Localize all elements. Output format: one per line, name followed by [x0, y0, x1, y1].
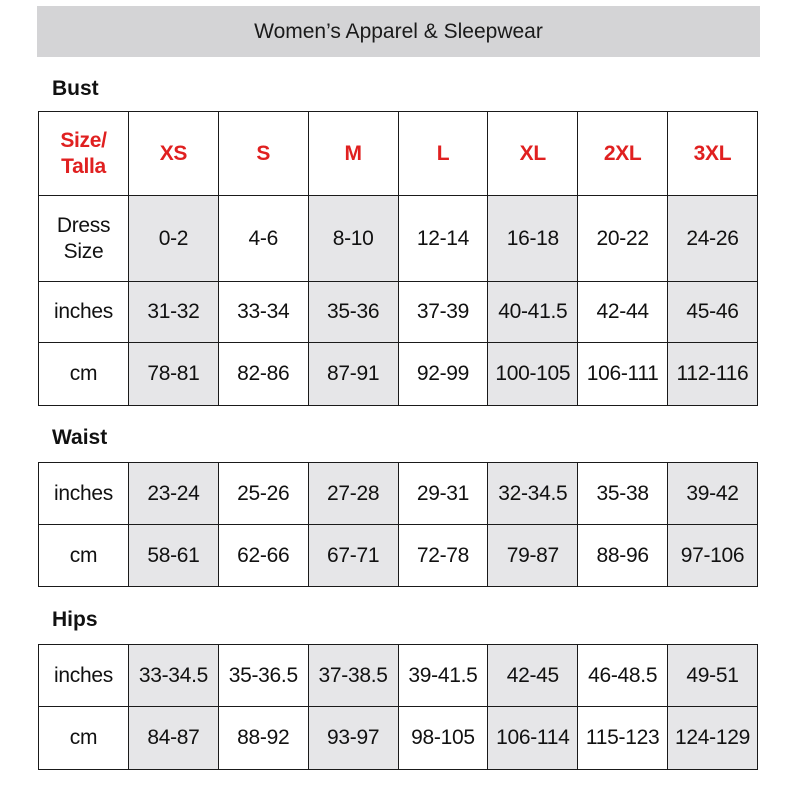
table-cell: 106-111	[578, 343, 668, 406]
table-cell: 27-28	[308, 463, 398, 525]
table-cell: 106-114	[488, 707, 578, 770]
table-cell: 35-36	[308, 282, 398, 343]
table-cell: 62-66	[218, 525, 308, 587]
size-label-line: Talla	[61, 154, 106, 178]
size-label-line: Size/	[60, 128, 107, 152]
cm-row	[39, 343, 758, 406]
table-cell: 92-99	[398, 343, 488, 406]
bust-section-title: Bust	[52, 77, 99, 100]
table-cell: 67-71	[308, 525, 398, 587]
dress-size-row	[39, 196, 758, 282]
table-cell: 8-10	[308, 196, 398, 282]
table-cell: 124-129	[668, 707, 758, 770]
table-cell: 98-105	[398, 707, 488, 770]
inches-row	[39, 282, 758, 343]
hips-table	[38, 644, 758, 770]
dress-label-line: Size	[63, 239, 104, 263]
bust-table	[38, 111, 758, 406]
size-cell: XS	[129, 112, 219, 196]
table-cell: 45-46	[668, 282, 758, 343]
table-cell: 35-36.5	[218, 645, 308, 707]
table-cell: 100-105	[488, 343, 578, 406]
size-cell: S	[218, 112, 308, 196]
waist-section-title: Waist	[52, 426, 108, 449]
table-cell: 37-39	[398, 282, 488, 343]
table-cell: 49-51	[668, 645, 758, 707]
table-cell: 46-48.5	[578, 645, 668, 707]
table-cell: 20-22	[578, 196, 668, 282]
table-cell: 39-41.5	[398, 645, 488, 707]
table-cell: 12-14	[398, 196, 488, 282]
table-cell: 4-6	[218, 196, 308, 282]
table-cell: 93-97	[308, 707, 398, 770]
table-cell: 115-123	[578, 707, 668, 770]
table-cell: 33-34	[218, 282, 308, 343]
table-cell: 32-34.5	[488, 463, 578, 525]
inches-row	[39, 645, 758, 707]
row-label: inches	[39, 645, 129, 707]
size-cell: XL	[488, 112, 578, 196]
table-cell: 40-41.5	[488, 282, 578, 343]
table-cell: 29-31	[398, 463, 488, 525]
dress-label-line: Dress	[56, 213, 111, 237]
row-label: cm	[39, 707, 129, 770]
row-label: inches	[39, 463, 129, 525]
size-cell: 2XL	[578, 112, 668, 196]
inches-row	[39, 463, 758, 525]
row-label: cm	[39, 343, 129, 406]
table-cell: 88-96	[578, 525, 668, 587]
table-cell: 25-26	[218, 463, 308, 525]
table-cell: 0-2	[129, 196, 219, 282]
page-header	[37, 6, 760, 57]
table-cell: 33-34.5	[129, 645, 219, 707]
table-cell: 35-38	[578, 463, 668, 525]
cm-row	[39, 525, 758, 587]
size-header-row	[39, 112, 758, 196]
size-label-cell	[39, 112, 129, 196]
row-label: cm	[39, 525, 129, 587]
table-cell: 88-92	[218, 707, 308, 770]
cm-row	[39, 707, 758, 770]
size-cell: L	[398, 112, 488, 196]
size-cell: M	[308, 112, 398, 196]
table-cell: 97-106	[668, 525, 758, 587]
table-cell: 72-78	[398, 525, 488, 587]
table-cell: 39-42	[668, 463, 758, 525]
table-cell: 78-81	[129, 343, 219, 406]
row-label	[39, 196, 129, 282]
page-title: Women’s Apparel & Sleepwear	[254, 19, 543, 43]
waist-table	[38, 462, 758, 587]
table-cell: 79-87	[488, 525, 578, 587]
table-cell: 112-116	[668, 343, 758, 406]
table-cell: 84-87	[129, 707, 219, 770]
size-cell: 3XL	[668, 112, 758, 196]
row-label: inches	[39, 282, 129, 343]
table-cell: 23-24	[129, 463, 219, 525]
table-cell: 87-91	[308, 343, 398, 406]
table-cell: 16-18	[488, 196, 578, 282]
table-cell: 82-86	[218, 343, 308, 406]
table-cell: 37-38.5	[308, 645, 398, 707]
table-cell: 31-32	[129, 282, 219, 343]
table-cell: 42-45	[488, 645, 578, 707]
table-cell: 24-26	[668, 196, 758, 282]
hips-section-title: Hips	[52, 608, 98, 631]
table-cell: 58-61	[129, 525, 219, 587]
table-cell: 42-44	[578, 282, 668, 343]
